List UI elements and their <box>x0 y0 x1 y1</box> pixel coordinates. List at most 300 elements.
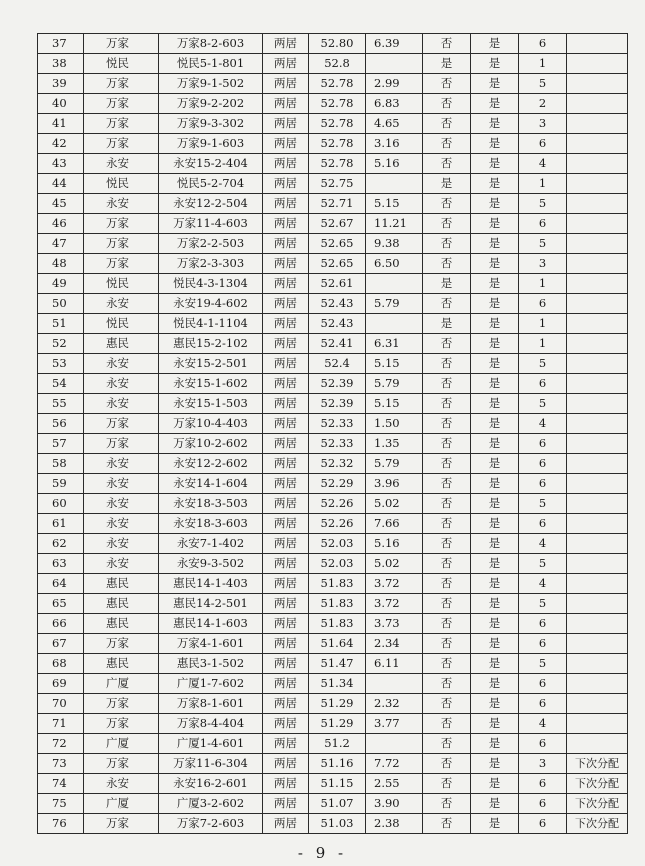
cell-priority: 6 <box>519 734 567 754</box>
cell-extra-value: 5.15 <box>366 394 423 414</box>
cell-flag-a: 否 <box>423 254 471 274</box>
cell-community: 惠民 <box>84 614 159 634</box>
cell-community: 万家 <box>84 714 159 734</box>
cell-layout: 两居 <box>263 94 309 114</box>
cell-unit-number: 万家8-4-404 <box>159 714 263 734</box>
cell-area: 51.16 <box>309 754 366 774</box>
cell-flag-b: 是 <box>471 574 519 594</box>
cell-remark <box>567 714 628 734</box>
cell-area: 51.29 <box>309 694 366 714</box>
cell-flag-b: 是 <box>471 454 519 474</box>
cell-extra-value: 6.83 <box>366 94 423 114</box>
cell-unit-number: 惠民15-2-102 <box>159 334 263 354</box>
table-row <box>38 314 628 334</box>
table-row <box>38 394 628 414</box>
cell-flag-b: 是 <box>471 194 519 214</box>
cell-area: 52.78 <box>309 94 366 114</box>
cell-community: 万家 <box>84 434 159 454</box>
cell-unit-number: 悦民5-2-704 <box>159 174 263 194</box>
cell-flag-a: 否 <box>423 414 471 434</box>
cell-row-number: 38 <box>38 54 84 74</box>
cell-row-number: 48 <box>38 254 84 274</box>
cell-remark <box>567 214 628 234</box>
cell-remark <box>567 114 628 134</box>
cell-layout: 两居 <box>263 274 309 294</box>
cell-remark <box>567 354 628 374</box>
cell-remark <box>567 74 628 94</box>
cell-extra-value: 2.99 <box>366 74 423 94</box>
cell-unit-number: 永安12-2-602 <box>159 454 263 474</box>
cell-community: 广厦 <box>84 794 159 814</box>
cell-flag-b: 是 <box>471 174 519 194</box>
cell-layout: 两居 <box>263 434 309 454</box>
cell-row-number: 64 <box>38 574 84 594</box>
cell-layout: 两居 <box>263 654 309 674</box>
cell-community: 永安 <box>84 774 159 794</box>
cell-remark <box>567 314 628 334</box>
table-row <box>38 134 628 154</box>
cell-unit-number: 永安15-2-501 <box>159 354 263 374</box>
cell-priority: 4 <box>519 574 567 594</box>
cell-row-number: 44 <box>38 174 84 194</box>
table-row <box>38 794 628 814</box>
table-row <box>38 754 628 774</box>
cell-layout: 两居 <box>263 794 309 814</box>
cell-area: 52.43 <box>309 294 366 314</box>
cell-remark <box>567 34 628 54</box>
cell-extra-value: 5.16 <box>366 534 423 554</box>
cell-layout: 两居 <box>263 454 309 474</box>
cell-community: 永安 <box>84 514 159 534</box>
cell-flag-b: 是 <box>471 294 519 314</box>
cell-layout: 两居 <box>263 134 309 154</box>
table-row <box>38 234 628 254</box>
cell-extra-value: 7.72 <box>366 754 423 774</box>
cell-area: 52.65 <box>309 254 366 274</box>
cell-unit-number: 永安15-1-602 <box>159 374 263 394</box>
cell-area: 52.32 <box>309 454 366 474</box>
cell-area: 52.26 <box>309 514 366 534</box>
cell-community: 永安 <box>84 354 159 374</box>
table-row <box>38 554 628 574</box>
cell-unit-number: 万家2-3-303 <box>159 254 263 274</box>
cell-row-number: 60 <box>38 494 84 514</box>
cell-remark <box>567 194 628 214</box>
table-row <box>38 354 628 374</box>
table-row <box>38 94 628 114</box>
cell-layout: 两居 <box>263 34 309 54</box>
cell-remark <box>567 294 628 314</box>
table-row <box>38 374 628 394</box>
cell-flag-a: 否 <box>423 134 471 154</box>
cell-flag-a: 否 <box>423 114 471 134</box>
cell-remark <box>567 674 628 694</box>
cell-extra-value: 5.79 <box>366 294 423 314</box>
cell-extra-value: 6.31 <box>366 334 423 354</box>
cell-priority: 6 <box>519 434 567 454</box>
cell-row-number: 47 <box>38 234 84 254</box>
cell-remark <box>567 514 628 534</box>
table-row <box>38 174 628 194</box>
cell-unit-number: 惠民3-1-502 <box>159 654 263 674</box>
cell-area: 52.78 <box>309 154 366 174</box>
cell-unit-number: 万家9-2-202 <box>159 94 263 114</box>
cell-row-number: 65 <box>38 594 84 614</box>
cell-extra-value <box>366 734 423 754</box>
housing-allocation-table <box>37 33 628 834</box>
cell-priority: 6 <box>519 794 567 814</box>
cell-row-number: 67 <box>38 634 84 654</box>
cell-area: 51.64 <box>309 634 366 654</box>
cell-priority: 4 <box>519 714 567 734</box>
cell-flag-a: 否 <box>423 234 471 254</box>
cell-priority: 1 <box>519 274 567 294</box>
cell-extra-value <box>366 314 423 334</box>
cell-area: 52.80 <box>309 34 366 54</box>
cell-unit-number: 万家11-4-603 <box>159 214 263 234</box>
cell-extra-value: 2.55 <box>366 774 423 794</box>
cell-area: 52.29 <box>309 474 366 494</box>
cell-area: 51.83 <box>309 574 366 594</box>
cell-flag-b: 是 <box>471 654 519 674</box>
cell-priority: 6 <box>519 514 567 534</box>
cell-priority: 6 <box>519 694 567 714</box>
cell-area: 52.65 <box>309 234 366 254</box>
cell-area: 52.26 <box>309 494 366 514</box>
cell-community: 永安 <box>84 454 159 474</box>
cell-extra-value: 3.72 <box>366 594 423 614</box>
cell-area: 51.34 <box>309 674 366 694</box>
cell-flag-a: 否 <box>423 374 471 394</box>
cell-community: 永安 <box>84 154 159 174</box>
cell-layout: 两居 <box>263 394 309 414</box>
table-row <box>38 614 628 634</box>
cell-community: 万家 <box>84 814 159 834</box>
cell-area: 52.03 <box>309 534 366 554</box>
cell-area: 51.47 <box>309 654 366 674</box>
cell-row-number: 39 <box>38 74 84 94</box>
cell-unit-number: 万家10-4-403 <box>159 414 263 434</box>
cell-remark <box>567 334 628 354</box>
table-row <box>38 454 628 474</box>
cell-row-number: 55 <box>38 394 84 414</box>
cell-flag-a: 否 <box>423 294 471 314</box>
cell-area: 52.61 <box>309 274 366 294</box>
cell-row-number: 46 <box>38 214 84 234</box>
cell-remark <box>567 254 628 274</box>
cell-extra-value: 9.38 <box>366 234 423 254</box>
table-row <box>38 34 628 54</box>
cell-layout: 两居 <box>263 814 309 834</box>
cell-flag-a: 否 <box>423 474 471 494</box>
cell-extra-value: 11.21 <box>366 214 423 234</box>
cell-unit-number: 惠民14-2-501 <box>159 594 263 614</box>
cell-extra-value: 7.66 <box>366 514 423 534</box>
cell-row-number: 56 <box>38 414 84 434</box>
cell-extra-value: 3.72 <box>366 574 423 594</box>
cell-remark <box>567 394 628 414</box>
cell-unit-number: 永安15-2-404 <box>159 154 263 174</box>
cell-area: 52.39 <box>309 374 366 394</box>
cell-flag-a: 否 <box>423 554 471 574</box>
cell-priority: 5 <box>519 394 567 414</box>
cell-flag-a: 否 <box>423 514 471 534</box>
table-row <box>38 774 628 794</box>
cell-flag-a: 否 <box>423 634 471 654</box>
cell-extra-value: 5.02 <box>366 494 423 514</box>
cell-community: 广厦 <box>84 734 159 754</box>
cell-community: 悦民 <box>84 314 159 334</box>
cell-flag-a: 否 <box>423 694 471 714</box>
cell-area: 52.8 <box>309 54 366 74</box>
cell-layout: 两居 <box>263 774 309 794</box>
cell-flag-a: 否 <box>423 434 471 454</box>
cell-priority: 5 <box>519 194 567 214</box>
table-row <box>38 154 628 174</box>
table-row <box>38 634 628 654</box>
cell-priority: 5 <box>519 654 567 674</box>
cell-unit-number: 万家4-1-601 <box>159 634 263 654</box>
cell-remark <box>567 154 628 174</box>
cell-priority: 4 <box>519 414 567 434</box>
cell-flag-a: 否 <box>423 714 471 734</box>
cell-flag-a: 否 <box>423 614 471 634</box>
cell-row-number: 76 <box>38 814 84 834</box>
cell-flag-a: 否 <box>423 814 471 834</box>
cell-priority: 5 <box>519 594 567 614</box>
table-row <box>38 674 628 694</box>
cell-priority: 6 <box>519 374 567 394</box>
cell-flag-a: 否 <box>423 674 471 694</box>
cell-priority: 6 <box>519 774 567 794</box>
cell-flag-b: 是 <box>471 614 519 634</box>
cell-remark <box>567 94 628 114</box>
table-row <box>38 214 628 234</box>
cell-layout: 两居 <box>263 414 309 434</box>
cell-priority: 6 <box>519 454 567 474</box>
cell-flag-b: 是 <box>471 394 519 414</box>
cell-unit-number: 永安18-3-503 <box>159 494 263 514</box>
cell-flag-b: 是 <box>471 274 519 294</box>
cell-flag-a: 否 <box>423 494 471 514</box>
cell-priority: 3 <box>519 254 567 274</box>
cell-layout: 两居 <box>263 634 309 654</box>
table-row <box>38 54 628 74</box>
cell-community: 永安 <box>84 294 159 314</box>
cell-layout: 两居 <box>263 594 309 614</box>
cell-row-number: 52 <box>38 334 84 354</box>
page-number: - 9 - <box>297 844 348 862</box>
cell-community: 永安 <box>84 194 159 214</box>
cell-extra-value <box>366 274 423 294</box>
cell-area: 51.29 <box>309 714 366 734</box>
cell-community: 万家 <box>84 694 159 714</box>
cell-flag-b: 是 <box>471 634 519 654</box>
cell-unit-number: 万家2-2-503 <box>159 234 263 254</box>
cell-flag-b: 是 <box>471 94 519 114</box>
cell-row-number: 75 <box>38 794 84 814</box>
cell-layout: 两居 <box>263 314 309 334</box>
cell-priority: 3 <box>519 114 567 134</box>
cell-area: 52.41 <box>309 334 366 354</box>
cell-area: 51.15 <box>309 774 366 794</box>
cell-remark: 下次分配 <box>567 754 628 774</box>
cell-layout: 两居 <box>263 174 309 194</box>
cell-extra-value: 3.77 <box>366 714 423 734</box>
cell-flag-a: 否 <box>423 94 471 114</box>
cell-row-number: 41 <box>38 114 84 134</box>
cell-layout: 两居 <box>263 154 309 174</box>
cell-layout: 两居 <box>263 534 309 554</box>
cell-priority: 6 <box>519 214 567 234</box>
table-row <box>38 334 628 354</box>
cell-flag-b: 是 <box>471 774 519 794</box>
cell-unit-number: 万家9-1-603 <box>159 134 263 154</box>
cell-layout: 两居 <box>263 494 309 514</box>
cell-remark <box>567 634 628 654</box>
cell-layout: 两居 <box>263 514 309 534</box>
cell-priority: 6 <box>519 674 567 694</box>
cell-priority: 6 <box>519 614 567 634</box>
cell-layout: 两居 <box>263 714 309 734</box>
cell-unit-number: 惠民14-1-403 <box>159 574 263 594</box>
cell-area: 52.78 <box>309 114 366 134</box>
cell-priority: 1 <box>519 334 567 354</box>
cell-community: 万家 <box>84 234 159 254</box>
cell-layout: 两居 <box>263 54 309 74</box>
cell-area: 52.43 <box>309 314 366 334</box>
cell-priority: 3 <box>519 754 567 774</box>
cell-flag-b: 是 <box>471 74 519 94</box>
cell-layout: 两居 <box>263 74 309 94</box>
table-row <box>38 474 628 494</box>
cell-unit-number: 永安7-1-402 <box>159 534 263 554</box>
cell-row-number: 43 <box>38 154 84 174</box>
cell-extra-value: 3.16 <box>366 134 423 154</box>
cell-unit-number: 万家7-2-603 <box>159 814 263 834</box>
cell-flag-a: 否 <box>423 214 471 234</box>
table-row <box>38 294 628 314</box>
cell-community: 万家 <box>84 114 159 134</box>
cell-extra-value <box>366 174 423 194</box>
cell-flag-b: 是 <box>471 714 519 734</box>
cell-remark <box>567 574 628 594</box>
cell-priority: 6 <box>519 294 567 314</box>
cell-flag-b: 是 <box>471 54 519 74</box>
table-row <box>38 494 628 514</box>
cell-remark <box>567 534 628 554</box>
cell-unit-number: 万家10-2-602 <box>159 434 263 454</box>
cell-community: 万家 <box>84 634 159 654</box>
cell-flag-a: 否 <box>423 734 471 754</box>
cell-extra-value: 6.39 <box>366 34 423 54</box>
cell-row-number: 53 <box>38 354 84 374</box>
cell-remark <box>567 174 628 194</box>
cell-priority: 6 <box>519 814 567 834</box>
cell-extra-value: 4.65 <box>366 114 423 134</box>
cell-flag-b: 是 <box>471 554 519 574</box>
cell-extra-value: 3.90 <box>366 794 423 814</box>
cell-unit-number: 悦民5-1-801 <box>159 54 263 74</box>
cell-flag-b: 是 <box>471 354 519 374</box>
cell-extra-value <box>366 54 423 74</box>
table-row <box>38 734 628 754</box>
cell-extra-value: 5.15 <box>366 354 423 374</box>
cell-extra-value: 1.35 <box>366 434 423 454</box>
cell-community: 广厦 <box>84 674 159 694</box>
cell-row-number: 59 <box>38 474 84 494</box>
cell-layout: 两居 <box>263 554 309 574</box>
cell-area: 52.71 <box>309 194 366 214</box>
cell-flag-a: 否 <box>423 774 471 794</box>
cell-remark <box>567 614 628 634</box>
cell-flag-a: 否 <box>423 394 471 414</box>
cell-flag-b: 是 <box>471 154 519 174</box>
cell-flag-a: 否 <box>423 334 471 354</box>
cell-priority: 1 <box>519 174 567 194</box>
cell-layout: 两居 <box>263 114 309 134</box>
cell-flag-a: 否 <box>423 74 471 94</box>
table-row <box>38 254 628 274</box>
cell-unit-number: 万家8-2-603 <box>159 34 263 54</box>
table-row <box>38 814 628 834</box>
cell-community: 万家 <box>84 134 159 154</box>
cell-priority: 6 <box>519 474 567 494</box>
cell-priority: 6 <box>519 634 567 654</box>
cell-flag-b: 是 <box>471 374 519 394</box>
cell-unit-number: 悦民4-3-1304 <box>159 274 263 294</box>
cell-flag-b: 是 <box>471 594 519 614</box>
cell-unit-number: 万家9-1-502 <box>159 74 263 94</box>
cell-community: 万家 <box>84 34 159 54</box>
cell-unit-number: 万家8-1-601 <box>159 694 263 714</box>
cell-layout: 两居 <box>263 334 309 354</box>
cell-flag-b: 是 <box>471 314 519 334</box>
cell-remark <box>567 494 628 514</box>
cell-extra-value <box>366 674 423 694</box>
cell-extra-value: 5.16 <box>366 154 423 174</box>
cell-layout: 两居 <box>263 234 309 254</box>
cell-flag-a: 是 <box>423 274 471 294</box>
cell-flag-a: 是 <box>423 174 471 194</box>
cell-row-number: 40 <box>38 94 84 114</box>
cell-priority: 5 <box>519 74 567 94</box>
cell-extra-value: 5.02 <box>366 554 423 574</box>
cell-row-number: 68 <box>38 654 84 674</box>
table-body <box>38 34 628 834</box>
cell-flag-a: 否 <box>423 454 471 474</box>
cell-community: 永安 <box>84 534 159 554</box>
cell-flag-b: 是 <box>471 674 519 694</box>
cell-priority: 4 <box>519 534 567 554</box>
cell-unit-number: 万家9-3-302 <box>159 114 263 134</box>
cell-row-number: 69 <box>38 674 84 694</box>
cell-unit-number: 广厦3-2-602 <box>159 794 263 814</box>
cell-remark: 下次分配 <box>567 774 628 794</box>
table-row <box>38 694 628 714</box>
cell-extra-value: 5.79 <box>366 374 423 394</box>
cell-remark <box>567 554 628 574</box>
cell-row-number: 58 <box>38 454 84 474</box>
cell-community: 悦民 <box>84 274 159 294</box>
cell-remark <box>567 374 628 394</box>
cell-flag-b: 是 <box>471 134 519 154</box>
cell-remark: 下次分配 <box>567 794 628 814</box>
cell-layout: 两居 <box>263 754 309 774</box>
cell-priority: 5 <box>519 234 567 254</box>
cell-row-number: 51 <box>38 314 84 334</box>
cell-area: 52.75 <box>309 174 366 194</box>
